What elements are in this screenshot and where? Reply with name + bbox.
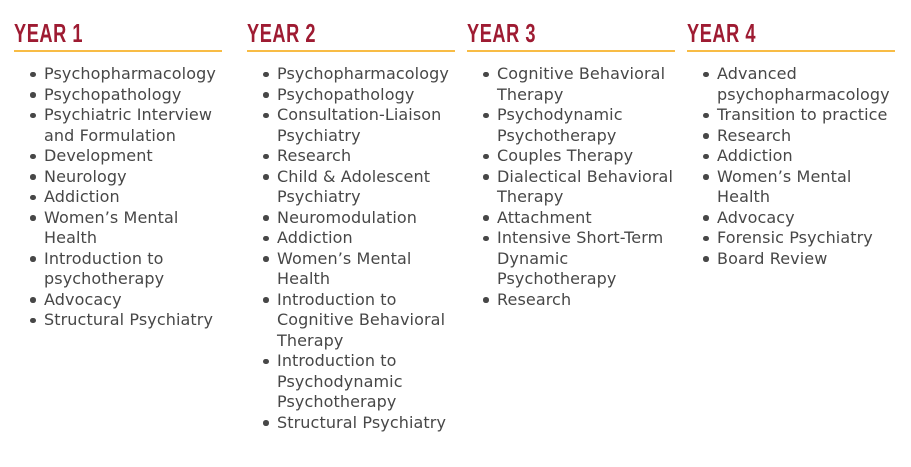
list-item: Advanced psychopharmacology	[687, 64, 895, 105]
year-2-column	[247, 20, 455, 433]
gold-divider	[247, 50, 455, 52]
list-item: Research	[247, 146, 455, 167]
list-item: Development	[14, 146, 222, 167]
list-item: Psychiatric Interview and Formulation	[14, 105, 222, 146]
gold-divider	[687, 50, 895, 52]
year-3-topic-list	[467, 64, 675, 310]
list-item: Women’s Mental Health	[14, 208, 222, 249]
list-item: Introduction to Psychodynamic Psychotherapy	[247, 351, 455, 413]
year-3-title: YEAR 3	[467, 18, 537, 48]
list-item: Neuromodulation	[247, 208, 455, 229]
list-item: Addiction	[14, 187, 222, 208]
gold-divider	[14, 50, 222, 52]
list-item: Couples Therapy	[467, 146, 675, 167]
year-2-topic-list	[247, 64, 455, 433]
list-item: Child & Adolescent Psychiatry	[247, 167, 455, 208]
year-3-column	[467, 20, 675, 310]
list-item: Cognitive Behavioral Therapy	[467, 64, 675, 105]
list-item: Transition to practice	[687, 105, 895, 126]
list-item: Psychopharmacology	[247, 64, 455, 85]
list-item: Introduction to Cognitive Behavioral Therapy	[247, 290, 455, 352]
list-item: Advocacy	[687, 208, 895, 229]
list-item: Attachment	[467, 208, 675, 229]
list-item: Women’s Mental Health	[687, 167, 895, 208]
list-item: Psychopathology	[14, 85, 222, 106]
year-2-heading	[247, 20, 455, 50]
year-1-topic-list	[14, 64, 222, 331]
list-item: Addiction	[687, 146, 895, 167]
list-item: Structural Psychiatry	[247, 413, 455, 434]
list-item: Psychopathology	[247, 85, 455, 106]
year-2-title: YEAR 2	[247, 18, 317, 48]
list-item: Board Review	[687, 249, 895, 270]
list-item: Dialectical Behavioral Therapy	[467, 167, 675, 208]
year-4-topic-list	[687, 64, 895, 269]
year-4-column	[687, 20, 895, 269]
year-4-title: YEAR 4	[687, 18, 757, 48]
curriculum-by-year	[14, 20, 895, 433]
list-item: Forensic Psychiatry	[687, 228, 895, 249]
list-item: Research	[467, 290, 675, 311]
list-item: Psychopharmacology	[14, 64, 222, 85]
year-3-heading	[467, 20, 675, 50]
list-item: Intensive Short-Term Dynamic Psychotherapy	[467, 228, 675, 290]
list-item: Addiction	[247, 228, 455, 249]
year-1-title: YEAR 1	[14, 18, 84, 48]
list-item: Women’s Mental Health	[247, 249, 455, 290]
year-1-heading	[14, 20, 222, 50]
list-item: Neurology	[14, 167, 222, 188]
list-item: Consultation-Liaison Psychiatry	[247, 105, 455, 146]
list-item: Psychodynamic Psychotherapy	[467, 105, 675, 146]
list-item: Research	[687, 126, 895, 147]
year-4-heading	[687, 20, 895, 50]
list-item: Advocacy	[14, 290, 222, 311]
year-1-column	[14, 20, 222, 331]
gold-divider	[467, 50, 675, 52]
list-item: Introduction to psychotherapy	[14, 249, 222, 290]
list-item: Structural Psychiatry	[14, 310, 222, 331]
